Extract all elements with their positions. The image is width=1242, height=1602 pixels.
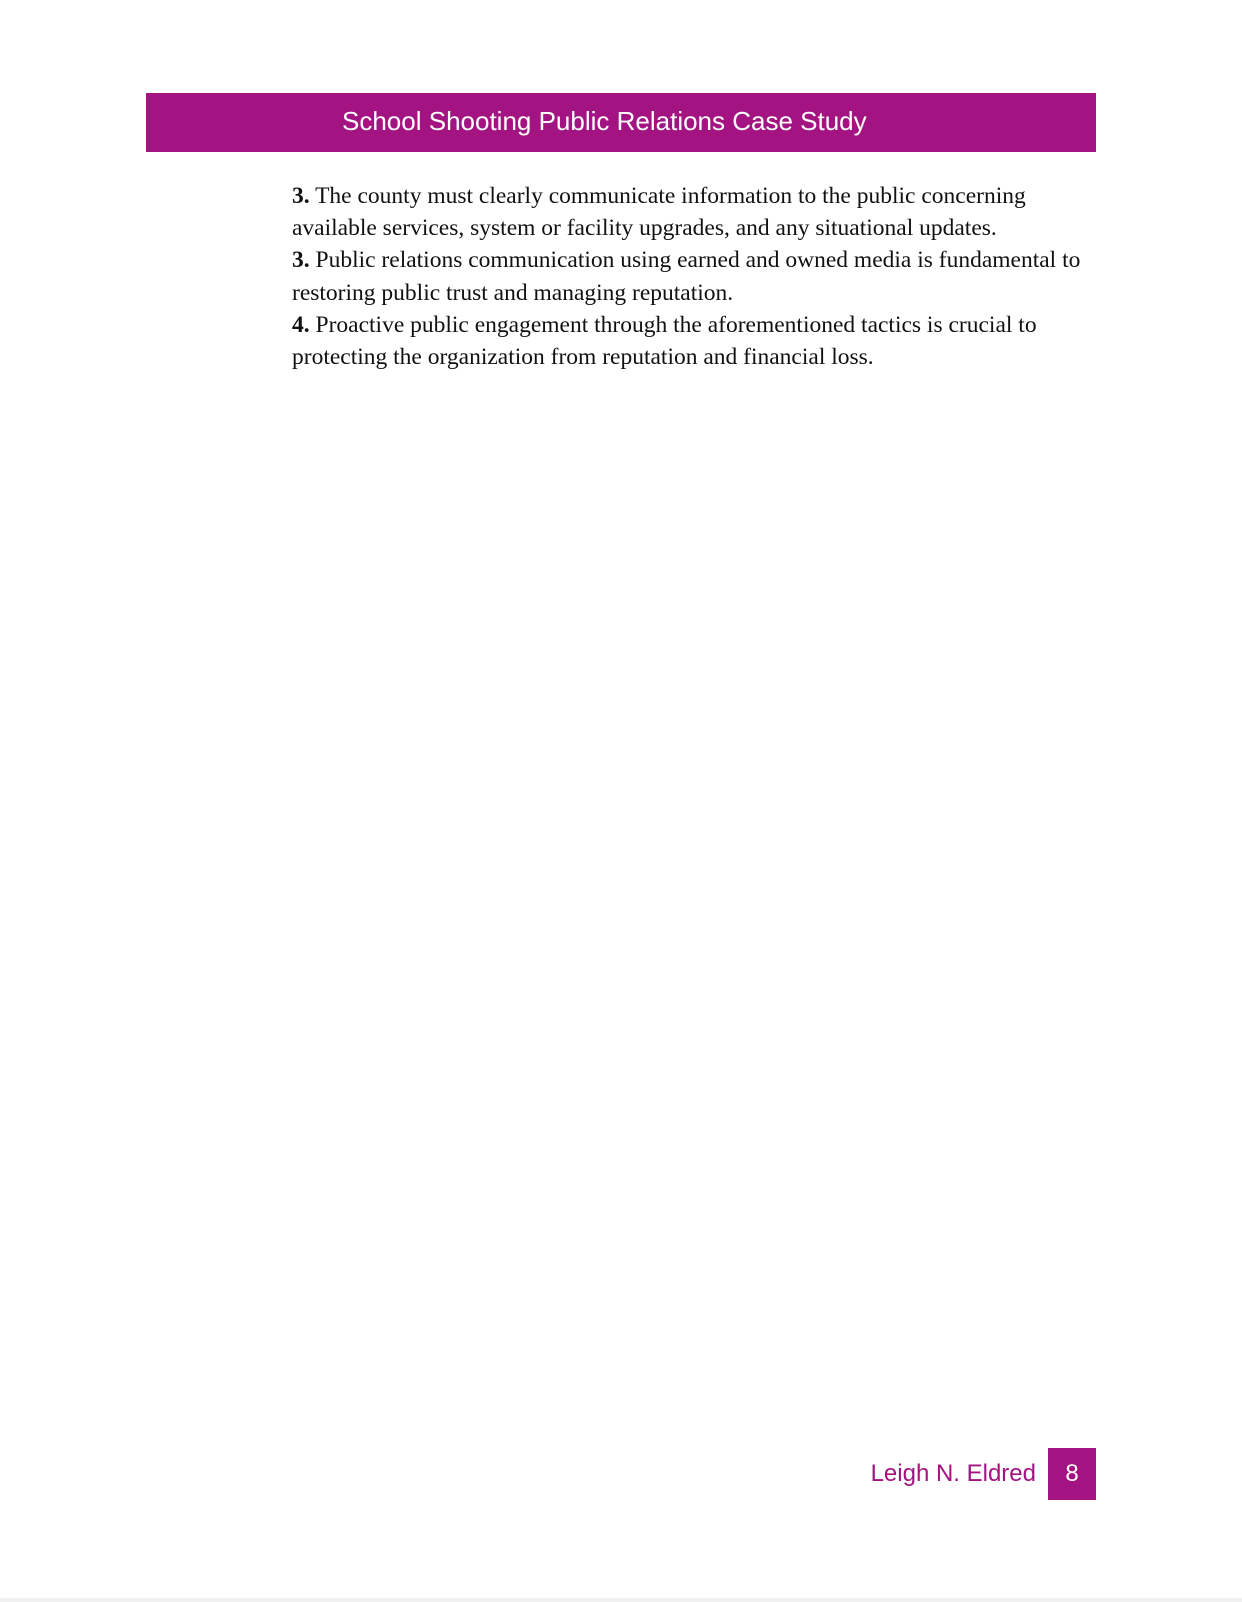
item-text: Proactive public engagement through the aforementioned tactics is crucial to protecting the organization from reputation and financial loss.: [292, 311, 1037, 371]
body-text: [292, 180, 1092, 373]
list-item: [292, 309, 1092, 373]
page-footer: [871, 1448, 1096, 1500]
page-number: 8: [1065, 1460, 1079, 1487]
page-number-badge: [1048, 1448, 1096, 1500]
item-number: 4.: [292, 311, 310, 338]
item-text: The county must clearly communicate information to the public concerning available services, system or facility upgrades, and any situational updates.: [292, 183, 1026, 242]
header-banner: [146, 93, 1096, 152]
footer-author: Leigh N. Eldred: [870, 1460, 1036, 1487]
item-text: Public relations communication using earned and owned media is fundamental to restoring public trust and managing reputation.: [292, 247, 1081, 306]
list-item: [292, 180, 1092, 244]
header-title: School Shooting Public Relations Case Study: [342, 106, 867, 136]
item-number: 3.: [292, 247, 310, 274]
list-item: [292, 244, 1092, 308]
item-number: 3.: [292, 183, 310, 209]
page-bottom-edge: [0, 1598, 1242, 1602]
